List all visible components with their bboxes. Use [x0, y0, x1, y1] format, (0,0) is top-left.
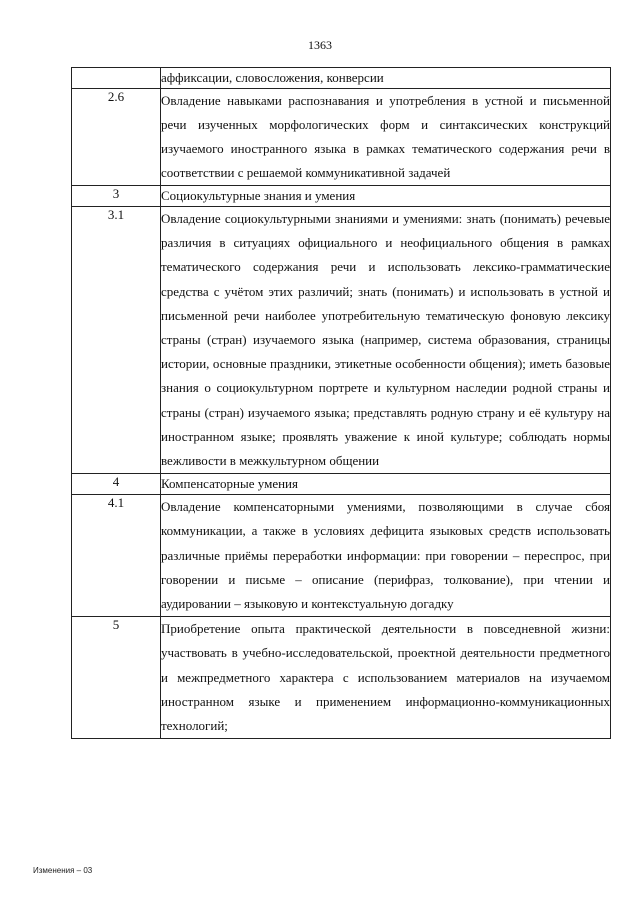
row-number: 4.1	[72, 495, 161, 617]
table-row	[72, 207, 611, 474]
row-text-paragraph: Социокультурные знания и умения	[161, 188, 356, 203]
row-number: 3	[72, 186, 161, 207]
row-text-paragraph: аффиксации, словосложения, конверсии	[161, 70, 384, 85]
row-number: 4	[72, 474, 161, 495]
row-text-paragraph: Приобретение опыта практической деятельности в повседневной жизни: участвовать в учебно-исследовательской, проектной деятельности предметного и межпредметного характера с использованием материалов на изучаемом иностранном языке и применением информационно-коммуникационных технологий;	[161, 621, 610, 734]
row-text	[161, 495, 611, 617]
row-text-paragraph: Овладение компенсаторными умениями, позволяющими в случае сбоя коммуникации, а также в условиях дефицита языковых средств использовать различные приёмы переработки информации: при говорении – переспрос, при говорении и письме – описание (перифраз, толкование), при чтении и аудировании – языковую и контекстуальную догадку	[161, 499, 610, 612]
row-text	[161, 474, 611, 495]
row-number: 5	[72, 617, 161, 739]
table-row	[72, 617, 611, 739]
page-number: 1363	[308, 38, 332, 52]
row-text-paragraph: Овладение навыками распознавания и употребления в устной и письменной речи изученных морфологических форм и синтаксических конструкций изучаемого иностранного языка в рамках тематического содержания речи в соответствии с решаемой коммуникативной задачей	[161, 93, 610, 180]
content-table	[71, 67, 611, 739]
row-text-paragraph: Овладение социокультурными знаниями и умениями: знать (понимать) речевые различия в ситуациях официального и неофициального общения в рамках тематического содержания речи и использовать лексико-грамматические средства с учётом этих различий; знать (понимать) и использовать в устной и письменной речи наиболее употребительную тематическую фоновую лексику страны (стран) изучаемого языка (например, система образования, страницы истории, основные праздники, этикетные особенности общения); иметь базовые знания о социокультурном портрете и культурном наследии родной страны и страны (стран) изучаемого языка; представлять родную страну и её культуру на иностранном языке; проявлять уважение к иной культуре; соблюдать нормы вежливости в межкультурном общении	[161, 211, 610, 469]
row-text	[161, 617, 611, 739]
row-text	[161, 207, 611, 474]
table-row	[72, 474, 611, 495]
table-row	[72, 89, 611, 186]
row-text	[161, 68, 611, 89]
footer-revision-note: Изменения – 03	[33, 866, 93, 875]
table-row	[72, 68, 611, 89]
row-number: 2.6	[72, 89, 161, 186]
table-row	[72, 495, 611, 617]
table-row	[72, 186, 611, 207]
row-number: 3.1	[72, 207, 161, 474]
row-text	[161, 89, 611, 186]
row-number	[72, 68, 161, 89]
row-text-paragraph: Компенсаторные умения	[161, 476, 298, 492]
row-text	[161, 186, 611, 207]
